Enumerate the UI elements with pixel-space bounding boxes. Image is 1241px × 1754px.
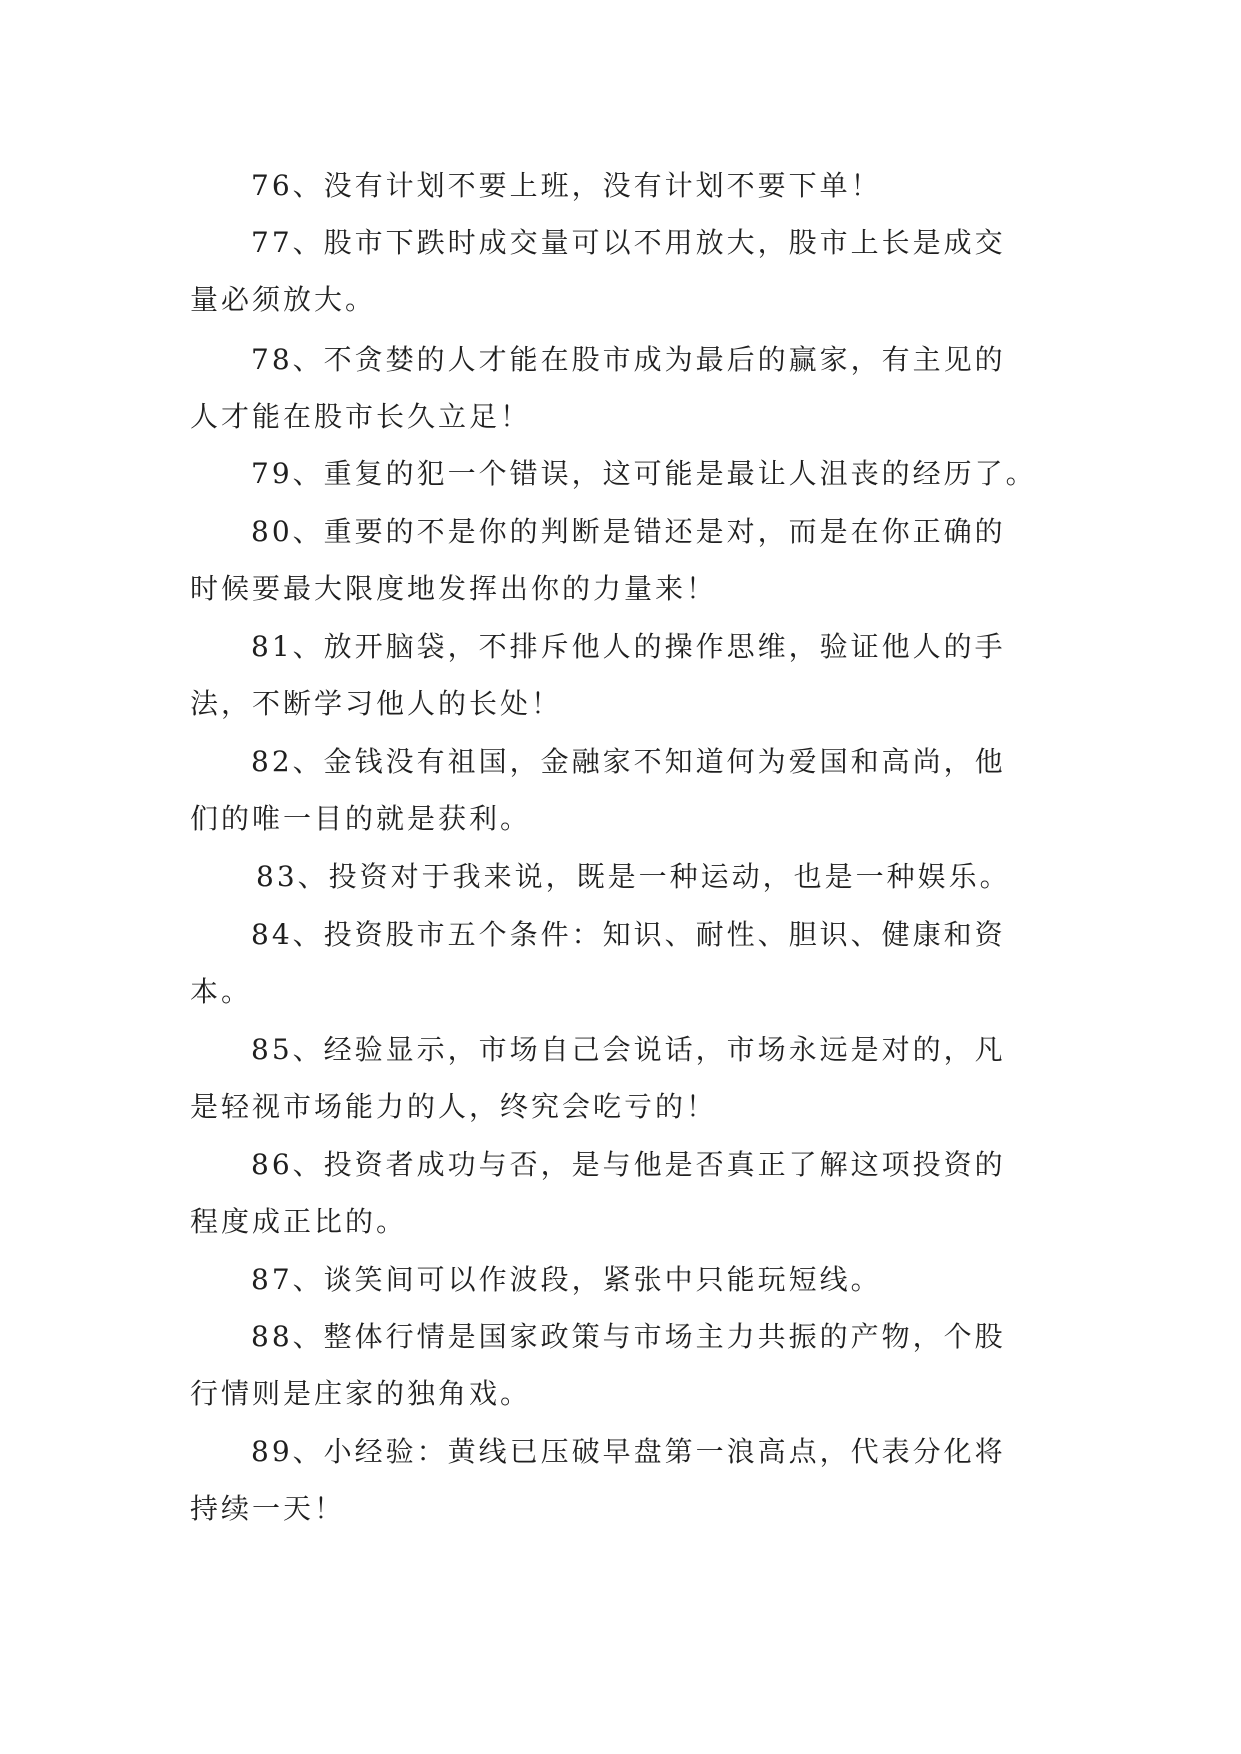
text-line-85-continued: 是轻视市场能力的人，终究会吃亏的！: [190, 1090, 718, 1123]
text-line-88-continued: 行情则是庄家的独角戏。: [190, 1377, 532, 1410]
text-line-89: 89、小经验：黄线已压破早盘第一浪高点，代表分化将: [251, 1435, 1006, 1468]
text-line-78-continued: 人才能在股市长久立足！: [190, 400, 532, 433]
text-line-82: 82、金钱没有祖国，金融家不知道何为爱国和高尚，他: [251, 745, 1006, 778]
text-line-76: 76、没有计划不要上班，没有计划不要下单！: [251, 169, 882, 202]
text-line-85: 85、经验显示，市场自己会说话，市场永远是对的，凡: [251, 1033, 1006, 1066]
text-line-77-continued: 量必须放大。: [190, 283, 377, 316]
text-line-81-continued: 法，不断学习他人的长处！: [190, 687, 563, 720]
text-line-78: 78、不贪婪的人才能在股市成为最后的赢家，有主见的: [251, 343, 1006, 376]
text-line-84-continued: 本。: [190, 975, 253, 1008]
text-line-86: 86、投资者成功与否，是与他是否真正了解这项投资的: [251, 1148, 1006, 1181]
text-line-80-continued: 时候要最大限度地发挥出你的力量来！: [190, 572, 718, 605]
text-line-81: 81、放开脑袋，不排斥他人的操作思维，验证他人的手: [251, 630, 1006, 663]
text-line-89-continued: 持续一天！: [190, 1492, 346, 1525]
text-line-86-continued: 程度成正比的。: [190, 1205, 408, 1238]
text-line-88: 88、整体行情是国家政策与市场主力共振的产物，个股: [251, 1320, 1006, 1353]
text-line-77: 77、股市下跌时成交量可以不用放大，股市上长是成交: [251, 226, 1006, 259]
text-line-80: 80、重要的不是你的判断是错还是对，而是在你正确的: [251, 515, 1006, 548]
text-line-83: 83、投资对于我来说，既是一种运动，也是一种娱乐。: [256, 860, 1011, 893]
text-line-79: 79、重复的犯一个错误，这可能是最让人沮丧的经历了。: [251, 457, 1037, 490]
text-line-87: 87、谈笑间可以作波段，紧张中只能玩短线。: [251, 1263, 882, 1296]
text-line-84: 84、投资股市五个条件：知识、耐性、胆识、健康和资: [251, 918, 1006, 951]
text-line-82-continued: 们的唯一目的就是获利。: [190, 802, 532, 835]
